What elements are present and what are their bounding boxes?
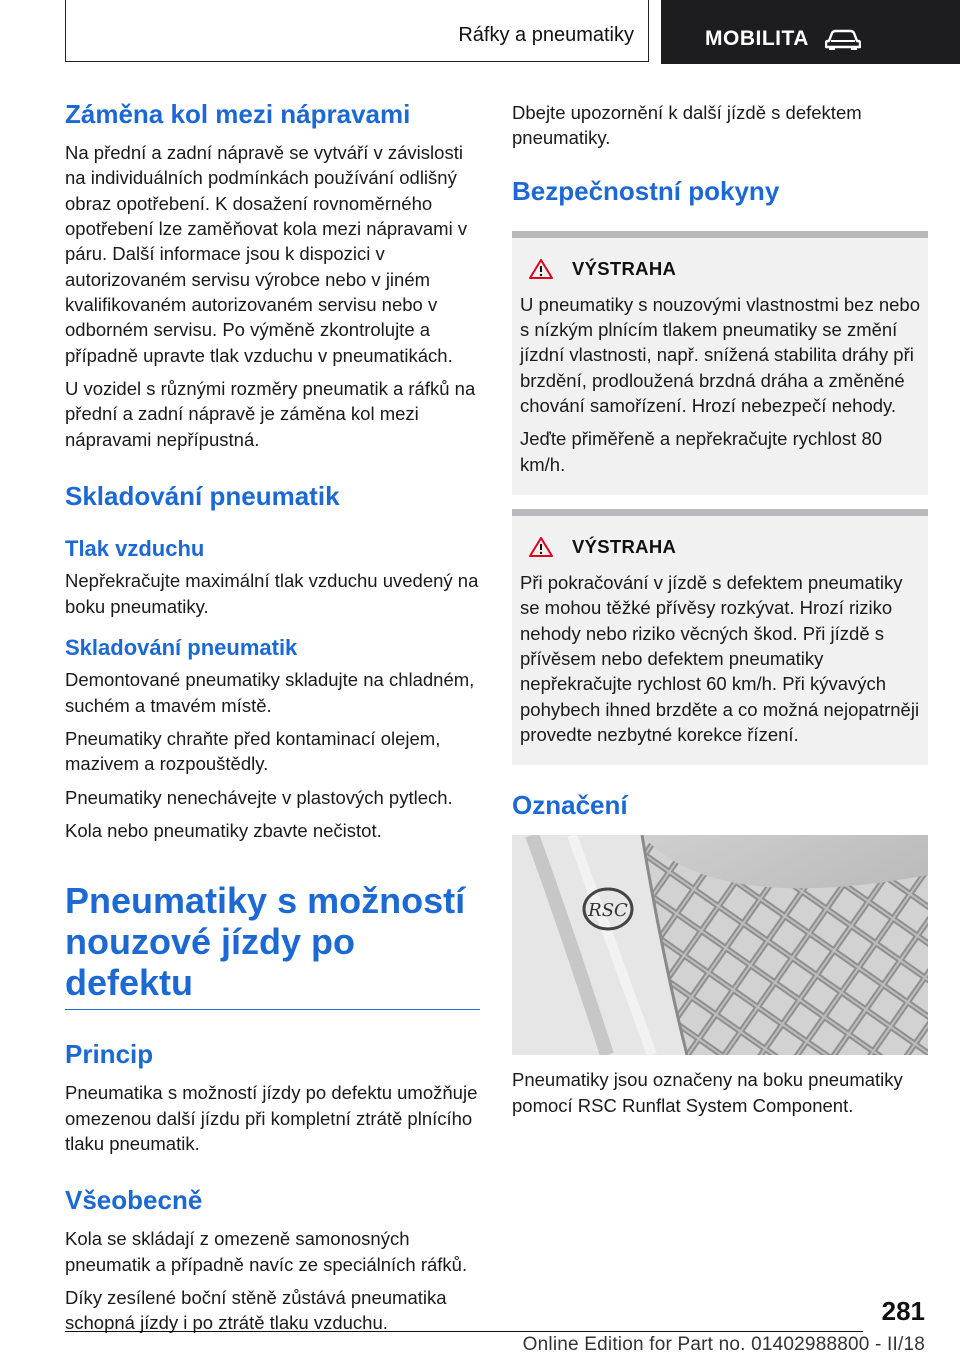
paragraph: Kola nebo pneumatiky zbavte nečistot. (65, 820, 382, 842)
paragraph: Demontované pneumatiky skladujte na chladném, suchém a tmavém místě. (65, 669, 475, 716)
paragraph: U pneumatiky s nouzovými vlastnostmi bez nebo s nízkým plnícím tlakem pneumatiky se změní jízdní vlastnosti, např. snížená stabilita dráhy při brzdění, prodloužená brzdná dráha a změněné chování samořízení. Hrozí nebezpečí nehody. (520, 293, 920, 416)
section-heading-general: Všeobecně (65, 1185, 203, 1216)
chapter-tab-label: MOBILITA (705, 27, 809, 50)
paragraph: Pneumatiky chraňte před kontaminací olejem, mazivem a rozpouštědly. (65, 728, 441, 775)
warning-box (512, 509, 928, 765)
chapter-tab (661, 0, 960, 64)
section-heading-wheel-swap: Záměna kol mezi nápravami (65, 99, 411, 129)
paragraph: Nepřekračujte maximální tlak vzduchu uvedený na boku pneumatiky. (65, 570, 479, 617)
left-column (65, 100, 480, 1344)
paragraph: Na přední a zadní nápravě se vytváří v závislosti na individuálních podmínkách používání odlišný obraz opotřebení. K dosažení rovnoměrného opotřebení lze zaměňovat kola mezi nápravami v páru. Další informace jsou k dispozici v autorizovaném servisu výrobce nebo v jiném kvalifikovaném autorizovaném servisu nebo v odborném servisu. Po výměně zkontrolujte a případně upravte tlak vzduchu v pneumatikách. (65, 141, 468, 366)
subheading-tire-storage: Skladování pneumatik (65, 634, 298, 660)
page-header (65, 0, 960, 64)
warning-box (512, 231, 928, 495)
section-heading-tire-storage: Skladování pneumatik (65, 481, 340, 512)
paragraph: Dbejte upozornění k další jízdě s defektem pneumatiky. (512, 102, 862, 149)
paragraph: Díky zesílené boční stěně zůstává pneumatika schopná jízdy i po ztrátě tlaku vzduchu. (65, 1286, 447, 1334)
section-heading-marking: Označení (512, 790, 628, 821)
paragraph: Kola se skládají z omezeně samonosných pneumatik a případně navíc ze speciálních ráfků. (65, 1228, 468, 1275)
warning-triangle-icon (528, 258, 554, 280)
svg-text:RSC: RSC (588, 900, 628, 922)
section-title: Ráfky a pneumatiky (458, 24, 634, 46)
paragraph: Pneumatiky nenechávejte v plastových pytlech. (65, 786, 453, 808)
tire-sidewall-image (512, 835, 928, 1055)
warning-title: VÝSTRAHA (572, 535, 677, 557)
page-number: 281 (881, 1296, 925, 1326)
chapter-heading-runflat: Pneumatiky s možností nouzové jízdy po defektu (65, 881, 480, 1010)
subheading-air-pressure: Tlak vzduchu (65, 535, 205, 561)
paragraph: Jeďte přiměřeně a nepřekračujte rychlost 80 km/h. (520, 428, 883, 475)
section-heading-safety: Bezpečnostní pokyny (512, 175, 780, 206)
warning-triangle-icon (528, 536, 554, 558)
footer-rule (65, 1331, 863, 1332)
car-icon (825, 28, 861, 50)
warning-title: VÝSTRAHA (572, 257, 677, 279)
section-title-box (65, 0, 649, 62)
footer-edition: Online Edition for Part no. 01402988800 - II/18 (522, 1334, 925, 1355)
image-caption: Pneumatiky jsou označeny na boku pneumatiky pomocí RSC Runflat System Component. (512, 1069, 903, 1116)
paragraph: U vozidel s různými rozměry pneumatik a ráfků na přední a zadní nápravě je záměna kol mezi nápravami nepřípustná. (65, 377, 476, 450)
section-heading-principle: Princip (65, 1039, 154, 1070)
paragraph: Při pokračování v jízdě s defektem pneumatiky se mohou těžké přívěsy rozkývat. Hrozí riziko nehody nebo riziko věcných škod. Při jízdě s přívěsem nebo defektem pneumatiky nepřekračujte rychlost 60 km/h. Při kývavých pohybech ihned brzděte a co možná nejopatrněji provedte nezbytné korekce řízení. (520, 571, 920, 746)
right-column (512, 100, 928, 1126)
paragraph: Pneumatika s možností jízdy po defektu umožňuje omezenou další jízdu při kompletní ztrátě plnícího tlaku pneumatik. (65, 1082, 478, 1155)
